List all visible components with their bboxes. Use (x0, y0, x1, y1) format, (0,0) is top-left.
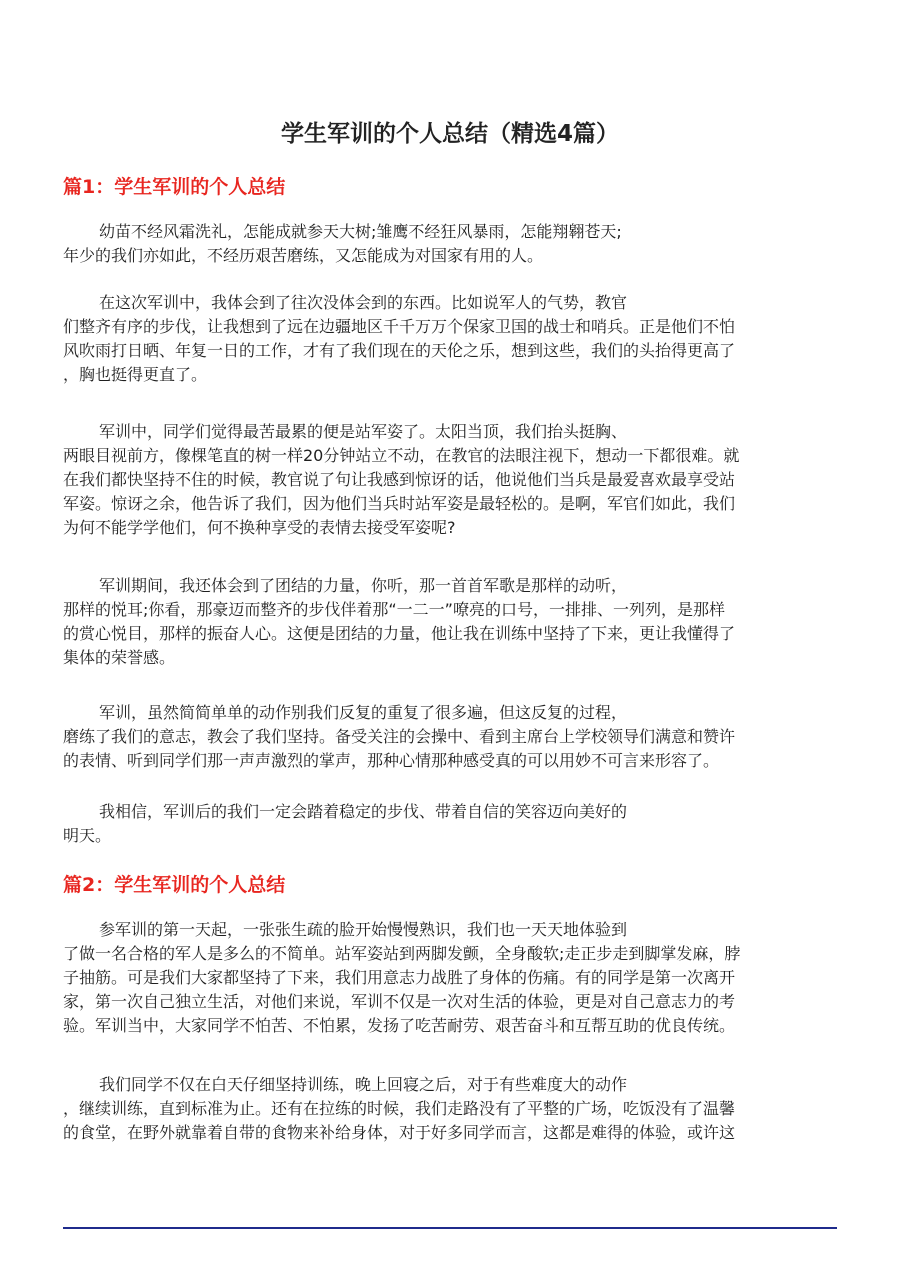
section-1-paragraph-4 (63, 574, 838, 670)
paragraph-line: 在这次军训中，我体会到了往次没体会到的东西。比如说军人的气势，教官 (99, 293, 628, 312)
section-1-paragraph-6 (63, 800, 838, 848)
paragraph-line: 的表情、听到同学们那一声声激烈的掌声，那种心情那种感受真的可以用妙不可言来形容了。 (63, 751, 720, 770)
section-2-paragraph-2 (63, 1073, 838, 1145)
footer-divider (63, 1227, 837, 1229)
section-1-paragraph-5 (63, 701, 838, 773)
paragraph-line: 两眼目视前方，像棵笔直的树一样20分钟站立不动，在教官的法眼注视下，想动一下都很难。就 (63, 446, 740, 465)
paragraph-line: 我们同学不仅在白天仔细坚持训练，晚上回寝之后，对于有些难度大的动作 (99, 1075, 628, 1094)
paragraph-line: ，胸也挺得更直了。 (63, 365, 208, 384)
paragraph-line: 我相信，军训后的我们一定会踏着稳定的步伐、带着自信的笑容迈向美好的 (99, 802, 628, 821)
paragraph-line: 集体的荣誉感。 (63, 648, 176, 667)
paragraph-line: 那样的悦耳;你看，那豪迈而整齐的步伐伴着那“一二一”嘹亮的口号，一排排、一列列，是那样 (63, 600, 725, 619)
paragraph-line: 验。军训当中，大家同学不怕苦、不怕累，发扬了吃苦耐劳、艰苦奋斗和互帮互助的优良传统。 (63, 1016, 736, 1035)
section-1-heading: 篇1：学生军训的个人总结 (63, 176, 286, 198)
paragraph-line: 在我们都快坚持不住的时候，教官说了句让我感到惊讶的话，他说他们当兵是最爱喜欢最享受站 (63, 470, 736, 489)
paragraph-line: 军训中，同学们觉得最苦最累的便是站军姿了。太阳当顶，我们抬头挺胸、 (99, 422, 628, 441)
paragraph-line: 磨练了我们的意志，教会了我们坚持。备受关注的会操中、看到主席台上学校领导们满意和赞许 (63, 727, 736, 746)
paragraph-line: 幼苗不经风霜洗礼，怎能成就参天大树;雏鹰不经狂风暴雨，怎能翔翱苍天; (99, 222, 622, 241)
paragraph-line: 子抽筋。可是我们大家都坚持了下来，我们用意志力战胜了身体的伤痛。有的同学是第一次离开 (63, 968, 736, 987)
paragraph-line: 的赏心悦目，那样的振奋人心。这便是团结的力量，他让我在训练中坚持了下来，更让我懂得了 (63, 624, 736, 643)
paragraph-line: 参军训的第一天起，一张张生疏的脸开始慢慢熟识，我们也一天天地体验到 (99, 920, 628, 939)
section-1-paragraph-2 (63, 291, 838, 387)
paragraph-line: 为何不能学学他们，何不换种享受的表情去接受军姿呢? (63, 518, 456, 537)
paragraph-line: 军训期间，我还体会到了团结的力量，你听，那一首首军歌是那样的动听， (99, 576, 628, 595)
document-title: 学生军训的个人总结（精选4篇） (280, 121, 619, 147)
section-1-paragraph-3 (63, 420, 838, 540)
paragraph-line: 风吹雨打日晒、年复一日的工作，才有了我们现在的天伦之乐，想到这些，我们的头抬得更高了 (63, 341, 736, 360)
paragraph-line: 的食堂，在野外就靠着自带的食物来补给身体，对于好多同学而言，这都是难得的体验，或许这 (63, 1123, 736, 1142)
paragraph-line: 们整齐有序的步伐，让我想到了远在边疆地区千千万万个保家卫国的战士和哨兵。正是他们不怕 (63, 317, 736, 336)
section-2-heading: 篇2：学生军训的个人总结 (63, 874, 286, 896)
paragraph-line: ，继续训练，直到标准为止。还有在拉练的时候，我们走路没有了平整的广场，吃饭没有了温馨 (63, 1099, 736, 1118)
section-1-paragraph-1 (63, 220, 838, 268)
paragraph-line: 家，第一次自己独立生活，对他们来说，军训不仅是一次对生活的体验，更是对自己意志力的考 (63, 992, 736, 1011)
paragraph-line: 军姿。惊讶之余，他告诉了我们，因为他们当兵时站军姿是最轻松的。是啊，军官们如此，我们 (63, 494, 736, 513)
paragraph-line: 年少的我们亦如此，不经历艰苦磨练，又怎能成为对国家有用的人。 (63, 246, 544, 265)
paragraph-line: 了做一名合格的军人是多么的不简单。站军姿站到两脚发颤，全身酸软;走正步走到脚掌发麻，脖 (63, 944, 741, 963)
section-2-paragraph-1 (63, 918, 838, 1038)
paragraph-line: 军训，虽然简简单单的动作别我们反复的重复了很多遍，但这反复的过程， (99, 703, 628, 722)
paragraph-line: 明天。 (63, 826, 112, 845)
